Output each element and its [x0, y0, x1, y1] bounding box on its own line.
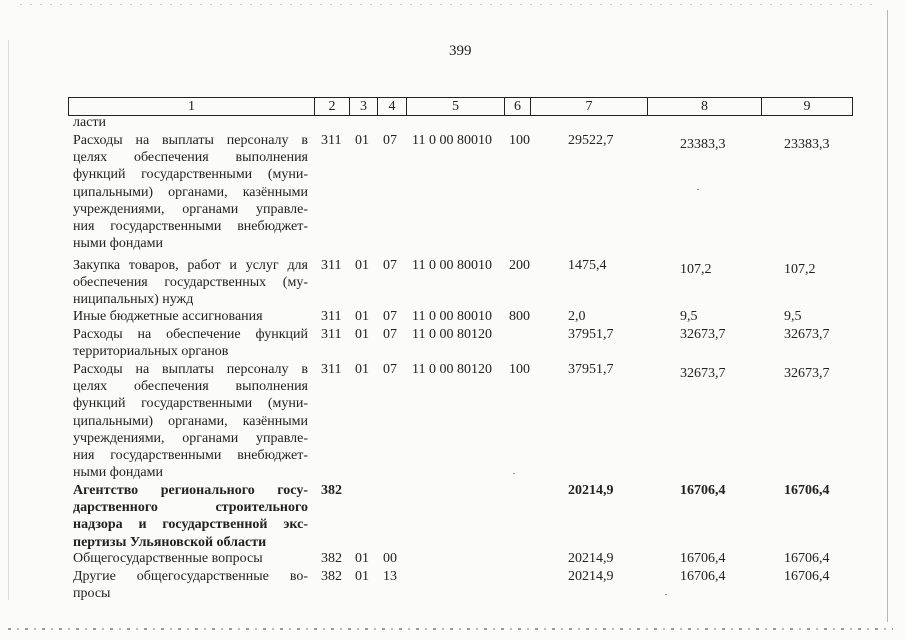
row-description	[73, 326, 308, 360]
description-line: ными фондами	[73, 236, 164, 252]
description-line: функций государственными (муни-	[73, 167, 308, 183]
subsection-code: 07	[383, 309, 397, 324]
amount-col-7: 20214,9	[568, 483, 614, 498]
page-top-edge	[20, 4, 880, 5]
amount-col-8: 32673,7	[680, 366, 726, 381]
subsection-code: 00	[383, 551, 397, 566]
description-line: Другие общегосударственные во-	[73, 569, 308, 584]
description-line: ния государственными внебюджет-	[73, 448, 308, 464]
header-col-9: 9	[762, 98, 853, 116]
row-description	[73, 257, 308, 309]
target-article-code: 11 0 00 80120	[412, 327, 492, 342]
ministry-code: 311	[321, 309, 342, 324]
header-col-1: 1	[69, 98, 315, 116]
header-col-4: 4	[378, 98, 407, 116]
subsection-code: 07	[383, 133, 397, 148]
row-description	[73, 550, 308, 567]
description-line: учреждениями, органами управле-	[73, 201, 308, 217]
description-line: Общегосударственные вопросы	[73, 551, 263, 566]
page-bottom-edge	[8, 628, 893, 630]
ministry-code: 311	[321, 327, 342, 342]
amount-col-7: 1475,4	[568, 258, 607, 273]
expense-type-code: 100	[509, 133, 530, 148]
amount-col-8: 16706,4	[680, 569, 726, 584]
description-line: просы	[73, 586, 111, 602]
row-description	[73, 361, 308, 481]
subsection-code: 07	[383, 258, 397, 273]
amount-col-8: 16706,4	[680, 483, 726, 498]
subsection-code: 07	[383, 362, 397, 377]
description-line: Расходы на обеспечение функций	[73, 327, 308, 342]
expense-type-code: 200	[509, 258, 530, 273]
amount-col-8: 23383,3	[680, 137, 726, 152]
page-number: 399	[449, 43, 472, 59]
amount-col-7: 20214,9	[568, 569, 614, 584]
header-col-3: 3	[350, 98, 378, 116]
description-line: Агентство регионального госу-	[73, 483, 308, 498]
scan-speck	[665, 594, 667, 595]
ministry-code: 311	[321, 362, 342, 377]
amount-col-8: 32673,7	[680, 327, 726, 342]
description-line: учреждениями, органами управле-	[73, 430, 308, 446]
description-line: ципальными) органами, казёнными	[73, 184, 308, 200]
header-col-7: 7	[531, 98, 648, 116]
description-line: ниципальных) нужд	[73, 292, 194, 308]
amount-col-9: 9,5	[784, 309, 802, 324]
description-line: Иные бюджетные ассигнования	[73, 309, 263, 324]
section-code: 01	[355, 309, 369, 324]
description-line: пертизы Ульяновской области	[73, 534, 267, 550]
section-code: 01	[355, 551, 369, 566]
row-description	[73, 482, 308, 551]
row-description	[73, 132, 308, 252]
description-line: Расходы на выплаты персоналу в	[73, 133, 308, 148]
amount-col-9: 23383,3	[784, 137, 830, 152]
section-code: 01	[355, 133, 369, 148]
header-col-6: 6	[505, 98, 531, 116]
section-code: 01	[355, 258, 369, 273]
ministry-code: 382	[321, 483, 342, 498]
amount-col-8: 16706,4	[680, 551, 726, 566]
ministry-code: 382	[321, 551, 342, 566]
description-line: ния государственными внебюджет-	[73, 219, 308, 235]
amount-col-9: 16706,4	[784, 483, 830, 498]
row-description	[73, 568, 308, 602]
fragment-text: ласти	[73, 115, 107, 130]
subsection-code: 07	[383, 327, 397, 342]
subsection-code: 13	[383, 569, 397, 584]
amount-col-7: 37951,7	[568, 327, 614, 342]
target-article-code: 11 0 00 80010	[412, 258, 492, 273]
page-left-edge	[8, 40, 9, 600]
section-code: 01	[355, 569, 369, 584]
section-code: 01	[355, 362, 369, 377]
target-article-code: 11 0 00 80120	[412, 362, 492, 377]
target-article-code: 11 0 00 80010	[412, 309, 492, 324]
amount-col-7: 2,0	[568, 309, 586, 324]
description-line: Закупка товаров, работ и услуг для	[73, 258, 308, 273]
description-line: целях обеспечения выполнения	[73, 379, 308, 395]
amount-col-7: 29522,7	[568, 133, 614, 148]
description-line: надзора и государственной экс-	[73, 517, 308, 533]
header-col-8: 8	[648, 98, 762, 116]
scan-speck	[513, 473, 515, 474]
amount-col-9: 32673,7	[784, 327, 830, 342]
description-line: целях обеспечения выполнения	[73, 150, 308, 166]
amount-col-9: 32673,7	[784, 366, 830, 381]
description-line: ными фондами	[73, 465, 164, 481]
amount-col-7: 20214,9	[568, 551, 614, 566]
description-line: функций государственными (муни-	[73, 396, 308, 412]
amount-col-9: 107,2	[784, 262, 816, 277]
ministry-code: 311	[321, 258, 342, 273]
expense-type-code: 100	[509, 362, 530, 377]
page-right-edge	[887, 10, 888, 622]
amount-col-8: 9,5	[680, 309, 698, 324]
target-article-code: 11 0 00 80010	[412, 133, 492, 148]
description-line: обеспечения государственных (му-	[73, 275, 308, 291]
header-col-2: 2	[315, 98, 350, 116]
ministry-code: 311	[321, 133, 342, 148]
description-line: территориальных органов	[73, 344, 229, 360]
description-line: ципальными) органами, казёнными	[73, 413, 308, 429]
row-description	[73, 308, 308, 325]
amount-col-9: 16706,4	[784, 551, 830, 566]
scan-speck	[697, 189, 699, 190]
description-line: дарственного строительного	[73, 500, 308, 516]
header-col-5: 5	[407, 98, 505, 116]
amount-col-7: 37951,7	[568, 362, 614, 377]
amount-col-8: 107,2	[680, 262, 712, 277]
section-code: 01	[355, 327, 369, 342]
amount-col-9: 16706,4	[784, 569, 830, 584]
ministry-code: 382	[321, 569, 342, 584]
expense-type-code: 800	[509, 309, 530, 324]
description-line: Расходы на выплаты персоналу в	[73, 362, 308, 377]
